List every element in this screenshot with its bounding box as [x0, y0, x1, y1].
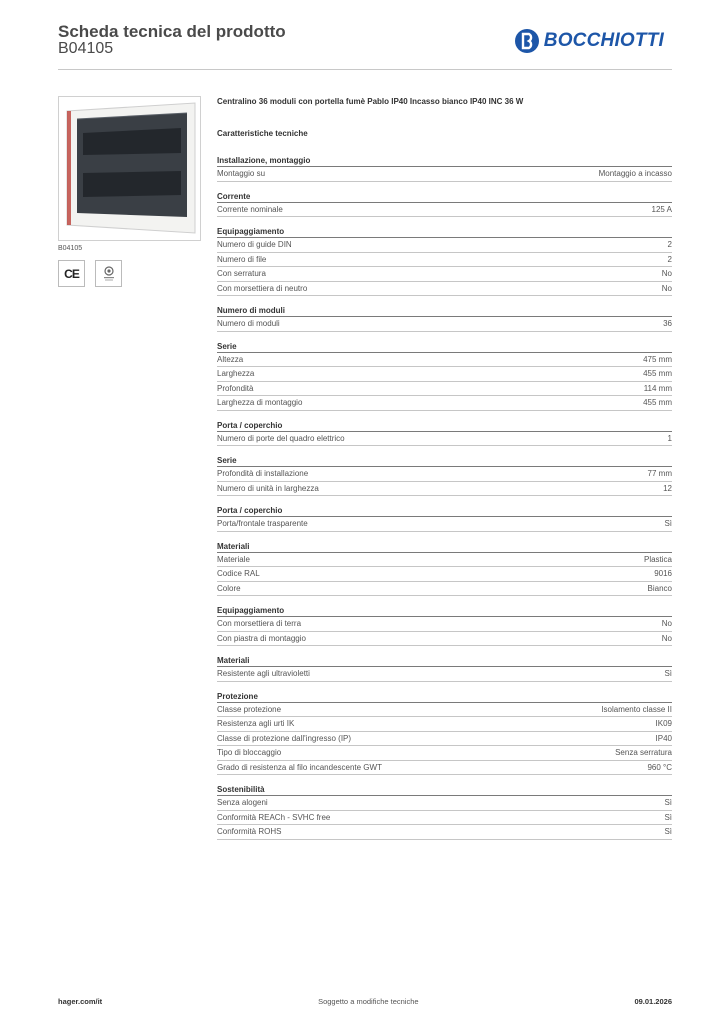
spec-value: 475 mm [643, 354, 672, 364]
spec-row [217, 553, 672, 568]
spec-value: No [661, 619, 672, 628]
page-header [58, 22, 672, 70]
quality-mark-badge [95, 260, 122, 287]
spec-value: 36 [663, 319, 672, 328]
spec-label: Profondità di installazione [217, 469, 309, 478]
spec-value: Sì [664, 827, 672, 836]
spec-value: Plastica [643, 554, 672, 564]
page-footer [58, 997, 672, 1011]
spec-value: No [661, 269, 672, 278]
spec-label: Numero di moduli [217, 319, 280, 328]
spec-row [217, 732, 672, 747]
section-title: Corrente [217, 190, 672, 203]
spec-section [217, 340, 672, 411]
certification-badges [58, 260, 201, 287]
spec-row [217, 617, 672, 632]
product-media [58, 96, 201, 287]
bocchiotti-logo-icon [514, 28, 540, 54]
spec-row [217, 353, 672, 368]
spec-section [217, 419, 672, 447]
spec-value: 125 A [651, 204, 672, 214]
spec-row [217, 467, 672, 482]
section-title: Installazione, montaggio [217, 154, 672, 167]
spec-row [217, 317, 672, 332]
image-caption: B04105 [58, 245, 83, 252]
spec-label: Senza alogeni [217, 798, 268, 807]
spec-row [217, 482, 672, 497]
spec-value: 2 [667, 254, 672, 264]
section-title: Porta / coperchio [217, 419, 672, 432]
spec-row [217, 567, 672, 582]
spec-label: Classe di protezione dall'ingresso (IP) [217, 733, 352, 743]
spec-section [217, 604, 672, 646]
spec-label: Numero di guide DIN [217, 240, 292, 249]
spec-label: Colore [217, 583, 241, 593]
spec-row [217, 632, 672, 647]
spec-section [217, 540, 672, 597]
enclosure-illustration [59, 97, 200, 240]
spec-value: No [661, 633, 672, 643]
section-title: Equipaggiamento [217, 225, 672, 238]
spec-row [217, 717, 672, 732]
spec-label: Montaggio su [217, 169, 266, 178]
spec-row [217, 746, 672, 761]
spec-value: IP40 [655, 733, 672, 743]
spec-label: Resistenza agli urti IK [217, 719, 295, 728]
ce-mark-icon: CE [64, 266, 79, 281]
quality-seal-icon [99, 264, 119, 284]
spec-value: Sì [664, 669, 672, 678]
product-code: B04105 [58, 40, 114, 57]
spec-value: 9016 [654, 569, 672, 578]
spec-label: Grado di resistenza al filo incandescente GWT [217, 762, 382, 772]
spec-label: Porta/frontale trasparente [217, 519, 308, 528]
spec-section [217, 783, 672, 840]
spec-value: 1 [667, 433, 672, 443]
section-title: Sostenibilità [217, 783, 672, 796]
ce-mark-badge [58, 260, 85, 287]
spec-value: Montaggio a incasso [598, 169, 672, 178]
spec-label: Larghezza di montaggio [217, 398, 303, 407]
section-title: Serie [217, 340, 672, 353]
spec-sections [217, 154, 672, 840]
spec-label: Numero di file [217, 254, 267, 264]
spec-label: Numero di porte del quadro elettrico [217, 433, 345, 443]
spec-value: Sì [664, 798, 672, 807]
spec-label: Con serratura [217, 269, 266, 278]
spec-value: Sì [664, 519, 672, 528]
spec-label: Classe protezione [217, 704, 282, 714]
footer-website: hager.com/it [58, 997, 103, 1006]
footer-date: 09.01.2026 [634, 997, 672, 1006]
spec-row [217, 761, 672, 776]
spec-row [217, 253, 672, 268]
spec-label: Numero di unità in larghezza [217, 483, 319, 493]
spec-row [217, 203, 672, 218]
spec-value: 455 mm [643, 398, 672, 407]
spec-section [217, 304, 672, 332]
spec-label: Conformità REACh - SVHC free [217, 812, 331, 822]
section-title: Porta / coperchio [217, 504, 672, 517]
spec-row [217, 432, 672, 447]
spec-value: 12 [663, 483, 672, 493]
spec-section [217, 154, 672, 182]
spec-row [217, 582, 672, 597]
spec-label: Con piastra di montaggio [217, 633, 306, 643]
spec-row [217, 667, 672, 682]
brand-name: BOCCHIOTTI [543, 30, 664, 51]
technical-sheet [217, 97, 672, 848]
spec-row [217, 367, 672, 382]
spec-value: 960 °C [647, 762, 672, 772]
section-title: Materiali [217, 540, 672, 553]
section-title: Equipaggiamento [217, 604, 672, 617]
spec-label: Resistente agli ultravioletti [217, 669, 310, 678]
spec-section [217, 454, 672, 496]
section-title: Protezione [217, 690, 672, 703]
technical-heading: Caratteristiche tecniche [217, 129, 308, 138]
spec-row [217, 811, 672, 826]
spec-value: Bianco [647, 583, 672, 593]
spec-value: 2 [667, 240, 672, 249]
spec-label: Codice RAL [217, 569, 260, 578]
spec-value: 77 mm [647, 469, 672, 478]
section-title: Materiali [217, 654, 672, 667]
section-title: Numero di moduli [217, 304, 672, 317]
spec-value: 455 mm [643, 369, 672, 378]
spec-row [217, 382, 672, 397]
spec-row [217, 825, 672, 840]
spec-row [217, 703, 672, 718]
spec-value: No [661, 283, 672, 293]
spec-row [217, 396, 672, 411]
spec-section [217, 225, 672, 296]
section-title: Serie [217, 454, 672, 467]
spec-value: IK09 [655, 719, 672, 728]
spec-row [217, 517, 672, 532]
spec-section [217, 504, 672, 532]
spec-label: Larghezza [217, 369, 255, 378]
product-image [58, 96, 201, 241]
spec-label: Profondità [217, 383, 254, 393]
footer-note: Soggetto a modifiche tecniche [318, 997, 419, 1006]
spec-row [217, 238, 672, 253]
spec-row [217, 282, 672, 297]
spec-label: Altezza [217, 354, 244, 364]
spec-row [217, 267, 672, 282]
spec-label: Materiale [217, 554, 250, 564]
brand-logo [514, 28, 664, 54]
spec-value: Sì [664, 812, 672, 822]
spec-row [217, 796, 672, 811]
spec-label: Con morsettiera di terra [217, 619, 302, 628]
document-title: Scheda tecnica del prodotto [58, 22, 286, 41]
product-description: Centralino 36 moduli con portella fumè Pablo IP40 Incasso bianco IP40 INC 36 W [217, 97, 524, 106]
spec-section [217, 654, 672, 682]
spec-value: Senza serratura [615, 748, 672, 757]
spec-section [217, 190, 672, 218]
spec-value: 114 mm [643, 383, 672, 393]
spec-label: Corrente nominale [217, 204, 283, 214]
spec-value: Isolamento classe II [601, 704, 672, 714]
spec-label: Con morsettiera di neutro [217, 283, 308, 293]
spec-label: Conformità ROHS [217, 827, 282, 836]
spec-row [217, 167, 672, 182]
spec-label: Tipo di bloccaggio [217, 748, 282, 757]
spec-section [217, 690, 672, 776]
